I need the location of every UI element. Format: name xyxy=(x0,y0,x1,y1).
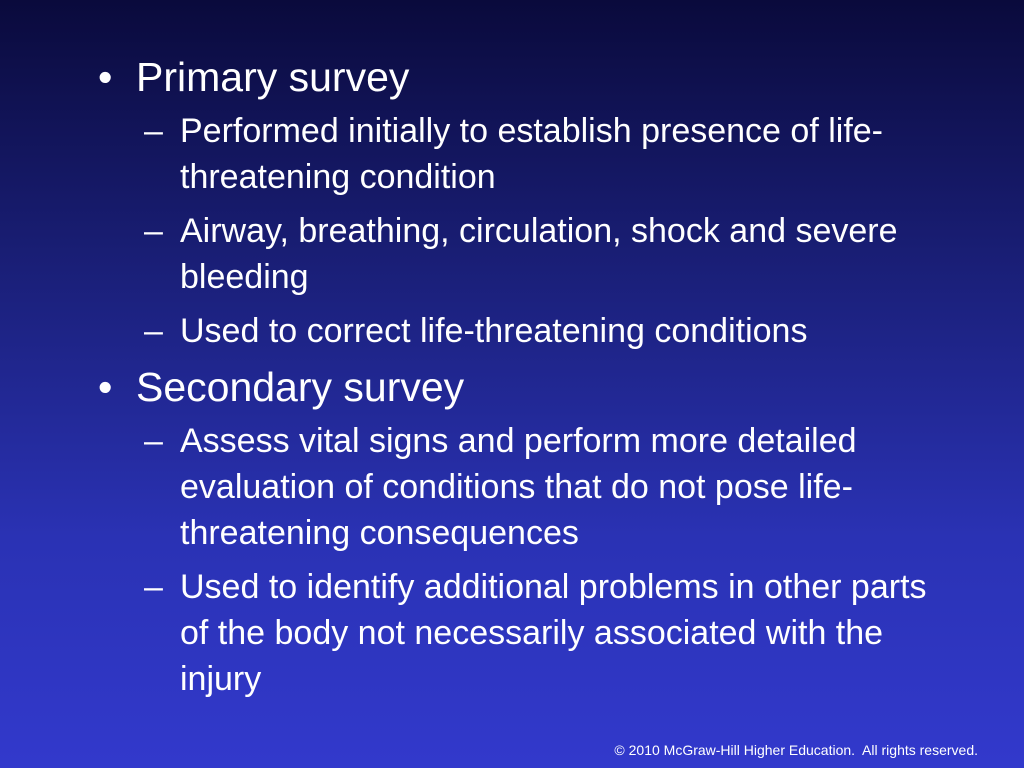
sub-bullet xyxy=(144,308,978,354)
sub-bullet-text: Airway, breathing, circulation, shock and severe bleeding xyxy=(180,212,898,296)
bullet-marker: • xyxy=(98,54,113,100)
copyright-footer: © 2010 McGraw-Hill Higher Education. All rights reserved. xyxy=(614,742,978,758)
bullet-marker: • xyxy=(98,364,113,410)
sub-bullet xyxy=(144,108,978,200)
dash-marker: – xyxy=(144,422,163,460)
sub-bullet xyxy=(144,564,978,702)
sub-bullet xyxy=(144,418,978,556)
sub-bullet xyxy=(144,208,978,300)
bullet-secondary-survey xyxy=(98,362,978,412)
sub-bullet-text: Used to correct life-threatening conditions xyxy=(180,312,808,350)
sub-bullet-text: Used to identify additional problems in other parts of the body not necessarily associated with the injury xyxy=(180,568,927,698)
secondary-survey-subitems xyxy=(144,418,978,702)
slide-content xyxy=(98,52,978,710)
sub-bullet-text: Assess vital signs and perform more detailed evaluation of conditions that do not pose life-threatening consequences xyxy=(180,422,857,552)
primary-survey-subitems xyxy=(144,108,978,354)
sub-bullet-text: Performed initially to establish presence of life-threatening condition xyxy=(180,112,883,196)
dash-marker: – xyxy=(144,568,163,606)
bullet-primary-survey xyxy=(98,52,978,102)
dash-marker: – xyxy=(144,112,163,150)
dash-marker: – xyxy=(144,312,163,350)
dash-marker: – xyxy=(144,212,163,250)
bullet-text: Secondary survey xyxy=(136,364,465,410)
bullet-text: Primary survey xyxy=(136,54,410,100)
